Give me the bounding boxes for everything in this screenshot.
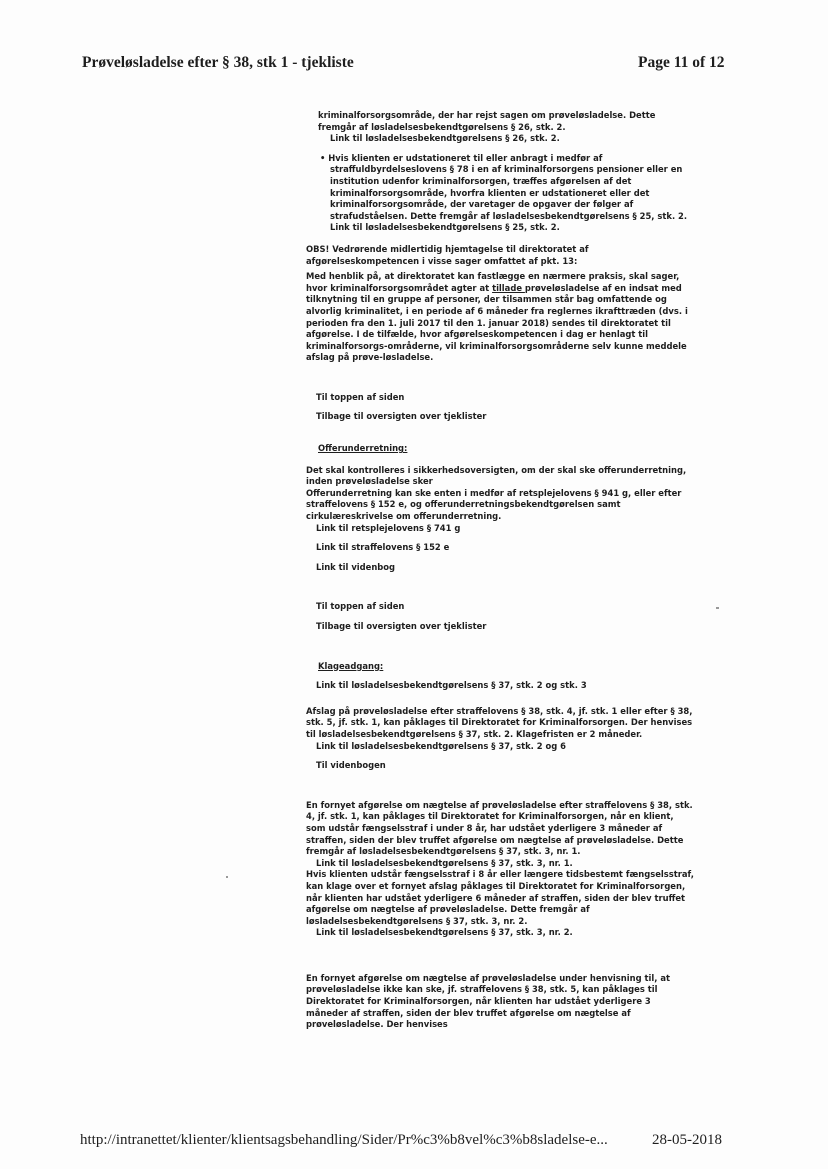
obs-text-rest: prøveløsladelse af en indsat med tilknytning til en gruppe af personer, der tilsammen står bag omfattende og alvorlig kriminalitet, i en periode af 6 måneder fra reglernes ikrafttræden (dvs. i perioden fra den 1. juli 2017 til den 1. januar 2018) sendes til direktoratet til afgørelse. I de tilfælde, hvor afgørelseskompetencen i dag er henlagt til kriminalforsorgs-områderne, vil kriminalforsorgsområderne selv kunne meddele afslag på prøve-løsladelse.: [306, 282, 688, 363]
scan-speck: [226, 876, 228, 878]
paragraph: kriminalforsorgsområde, der har rejst sagen om prøveløsladelse. Dette fremgår af løsladelsesbekendtgørelsens § 26, stk. 2.: [318, 110, 656, 132]
link-videnbog[interactable]: Link til videnbog: [316, 561, 396, 572]
obs-paragraph: [306, 271, 694, 364]
scan-speck: [716, 607, 719, 609]
page-footer-url: http://intranettet/klienter/klientsagsbehandling/Sider/Pr%c3%b8vel%c3%b8sladelse-e...: [80, 1132, 608, 1148]
link-los-37-stk3-nr1[interactable]: Link til løsladelsesbekendtgørelsens § 37, stk. 3, nr. 1.: [316, 857, 573, 868]
link-los-25[interactable]: Link til løsladelsesbekendtgørelsens § 25, stk. 2.: [330, 222, 560, 233]
bullet-item: • Hvis klienten er udstationeret til eller anbragt i medfør af straffuldbyrdelseslovens § 78 i en af kriminalforsorgens pensioner eller en institution udenfor kriminalforsorgen, træffes afgørelsen af det kriminalforsorgsområde, hvorfra klienten er udstationeret eller det kriminalforsorgsområde, der varetager de opgaver der følger af strafudståelsen. Dette fremgår af løsladelsesbekendtgørelsens § 25, stk. 2.: [320, 152, 688, 221]
link-retsplejeloven[interactable]: Link til retsplejelovens § 741 g: [316, 522, 461, 533]
obs-text-start: Med henblik på, at direktoratet kan fastlægge en nærmere praksis, skal sager, hvor kriminalforsorgsområdet agter at: [306, 271, 680, 293]
link-videnbogen[interactable]: Til videnbogen: [316, 760, 386, 771]
obs-underlined: tillade: [492, 282, 525, 293]
link-los-26[interactable]: Link til løsladelsesbekendtgørelsens § 26, stk. 2.: [330, 133, 560, 144]
paragraph: Offerunderretning kan ske enten i medfør af retsplejelovens § 941 g, eller efter straffelovens § 152 e, og offerunderretningsbekendtgørelsen samt cirkulæreskrivelse om offerunderretning.: [306, 487, 682, 522]
paragraph: En fornyet afgørelse om nægtelse af prøveløsladelse under henvisning til, at prøveløsladelse ikke kan ske, jf. straffelovens § 38, stk. 5, kan påklages til Direktoratet for Kriminalforsorgen, når klienten har udstået yderligere 3 måneder af straffen, siden der blev truffet afgørelse om nægtelse af prøveløsladelse. Der henvises: [306, 972, 670, 1030]
link-los-37-stk2-6[interactable]: Link til løsladelsesbekendtgørelsens § 37, stk. 2 og 6: [316, 740, 567, 751]
link-los-37-stk2-3[interactable]: Link til løsladelsesbekendtgørelsens § 37, stk. 2 og stk. 3: [316, 680, 587, 691]
klage-heading: Klageadgang:: [318, 660, 384, 671]
page-content: [306, 110, 694, 1031]
link-straffeloven[interactable]: Link til straffelovens § 152 e: [316, 542, 450, 553]
link-top-of-page[interactable]: Til toppen af siden: [316, 601, 405, 612]
link-top-of-page[interactable]: Til toppen af siden: [316, 391, 405, 402]
paragraph: Det skal kontrolleres i sikkerhedsoversigten, om der skal ske offerunderretning, inden prøveløsladelse sker: [306, 464, 687, 487]
page-header-title: Prøveløsladelse efter § 38, stk 1 - tjekliste: [82, 54, 354, 71]
paragraph: Hvis klienten udstår fængselsstraf i 8 år eller længere tidsbestemt fængselsstraf, kan klage over et fornyet afslag påklages til Direktoratet for Kriminalforsorgen, når klienten har udstået yderligere 6 måneder af straffen, siden der blev truffet afgørelse om nægtelse af prøveløsladelse. Dette fremgår af løsladelsesbekendtgørelsens § 37, stk. 3, nr. 2.: [306, 869, 694, 926]
paragraph: Afslag på prøveløsladelse efter straffelovens § 38, stk. 4, jf. stk. 1 eller efter § 38, stk. 5, jf. stk. 1, kan påklages til Direktoratet for Kriminalforsorgen. Der henvises til løsladelsesbekendtgørelsens § 37, stk. 2. Klagefristen er 2 måneder.: [306, 705, 693, 739]
paragraph: En fornyet afgørelse om nægtelse af prøveløsladelse efter straffelovens § 38, stk. 4, jf. stk. 1, kan påklages til Direktoratet for Kriminalforsorgen, når en klient, som udstår fængselsstraf i under 8 år, har udstået yderligere 3 måneder af straffen, siden der blev truffet afgørelse om nægtelse af prøveløsladelse. Dette fremgår af løsladelsesbekendtgørelsens § 37, stk. 3, nr. 1.: [306, 799, 693, 857]
obs-title: OBS! Vedrørende midlertidig hjemtagelse til direktoratet af afgørelseskompetencen i visse sager omfattet af pkt. 13:: [306, 243, 589, 266]
offer-heading: Offerunderretning:: [318, 443, 408, 454]
page-footer-date: 28-05-2018: [652, 1132, 722, 1148]
page-number: Page 11 of 12: [638, 54, 725, 71]
link-back-to-overview[interactable]: Tilbage til oversigten over tjeklister: [316, 411, 487, 422]
link-back-to-overview[interactable]: Tilbage til oversigten over tjeklister: [316, 621, 487, 631]
link-los-37-stk3-nr2[interactable]: Link til løsladelsesbekendtgørelsens § 37, stk. 3, nr. 2.: [316, 927, 573, 938]
